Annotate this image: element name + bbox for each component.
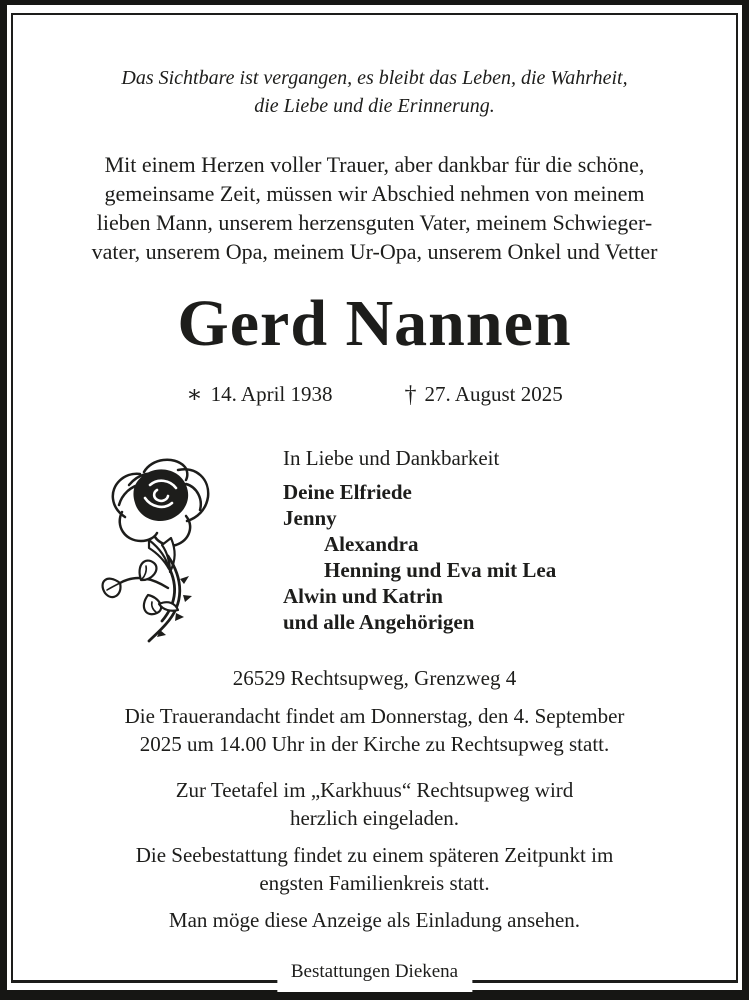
intro-line: Mit einem Herzen voller Trauer, aber dankbar für die schöne, [104, 152, 645, 177]
address: 26529 Rechtsupweg, Grenzweg 4 [232, 666, 517, 690]
life-dates [15, 380, 734, 408]
birth-date [186, 380, 332, 408]
birth-date-text: 14. April 1938 [210, 382, 333, 406]
mourner-name: Henning und Eva mit Lea [324, 558, 557, 582]
service-info [15, 702, 734, 758]
sea-burial-info [15, 841, 734, 897]
epigraph-line: Das Sichtbare ist vergangen, es bleibt das Leben, die Wahrheit, [121, 67, 628, 89]
tribute-line: In Liebe und Dankbarkeit [283, 446, 500, 470]
death-date [404, 380, 562, 408]
funeral-home: Bestattungen Diekena [277, 961, 472, 992]
tea-invitation [15, 776, 734, 832]
mourner-name: und alle Angehörigen [283, 610, 475, 634]
deceased-name: Gerd Nannen [177, 287, 572, 360]
death-cross-icon: † [404, 382, 417, 408]
death-date-text: 27. August 2025 [424, 382, 563, 406]
intro-line: lieben Mann, unserem herzensguten Vater, meinem Schwieger- [96, 210, 653, 235]
birth-star-icon: ∗ [186, 382, 203, 408]
mourner-name: Alexandra [324, 532, 419, 556]
mourner-name: Deine Elfriede [283, 480, 412, 504]
burial-line: Die Seebestattung findet zu einem späteren Zeitpunkt im [135, 843, 614, 867]
burial-line: engsten Familienkreis statt. [259, 871, 490, 895]
mourner-name: Jenny [283, 506, 337, 530]
tea-line: Zur Teetafel im „Karkhuus“ Rechtsupweg wird [175, 778, 574, 802]
service-line: 2025 um 14.00 Uhr in der Kirche zu Rechtsupweg statt. [139, 732, 610, 756]
service-line: Die Trauerandacht findet am Donnerstag, den 4. September [124, 704, 625, 728]
mourners-list [283, 479, 556, 635]
invitation-note: Man möge diese Anzeige als Einladung ansehen. [168, 908, 581, 932]
intro-line: vater, unserem Opa, meinem Ur-Opa, unserem Onkel und Vetter [91, 239, 658, 264]
intro-line: gemeinsame Zeit, müssen wir Abschied nehmen von meinem [104, 181, 645, 206]
epigraph-line: die Liebe und die Erinnerung. [254, 95, 495, 117]
rose-icon [96, 452, 226, 647]
notice-content [15, 15, 734, 985]
tea-line: herzlich eingeladen. [289, 806, 460, 830]
epigraph [15, 64, 734, 120]
mourner-name: Alwin und Katrin [283, 584, 443, 608]
intro-text [15, 150, 734, 266]
